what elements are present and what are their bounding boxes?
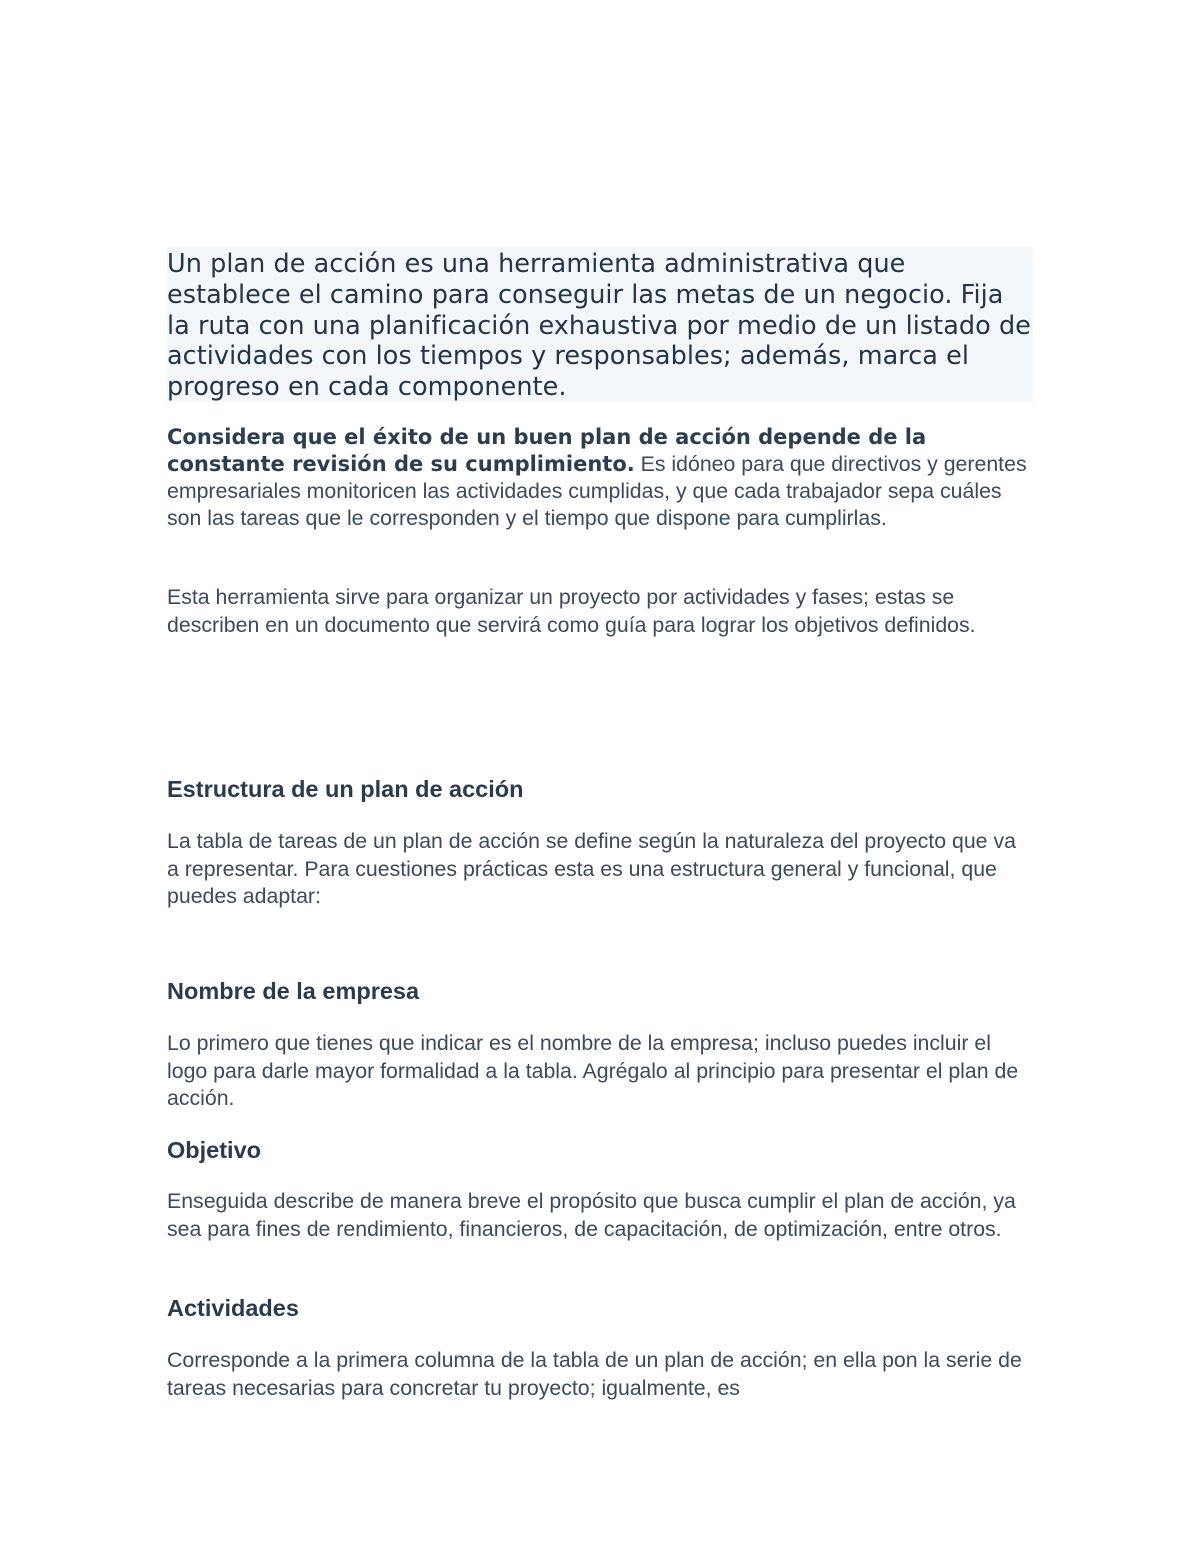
paragraph-activities: Corresponde a la primera columna de la tabla de un plan de acción; en ella pon la serie de tareas necesarias para concretar tu proyecto; igualmente, es — [167, 1348, 1022, 1400]
consider-bold-lead: Considera que el éxito de un buen plan de acción depende de la constante revisión de su cumplimiento. — [167, 425, 927, 476]
heading-structure: Estructura de un plan de acción — [167, 776, 524, 802]
heading-objective: Objetivo — [167, 1137, 262, 1163]
paragraph-objective: Enseguida describe de manera breve el propósito que busca cumplir el plan de acción, ya sea para fines de rendimiento, financieros, de capacitación, de optimización, entre otros. — [167, 1189, 1016, 1241]
paragraph-company-name: Lo primero que tienes que indicar es el nombre de la empresa; incluso puedes incluir el logo para darle mayor formalidad a la tabla. Agrégalo al principio para presentar el plan de acción. — [167, 1031, 1019, 1110]
heading-activities: Actividades — [167, 1295, 299, 1321]
intro-highlight-block — [167, 247, 1033, 402]
intro-paragraph: Un plan de acción es una herramienta administrativa que establece el camino para conseguir las metas de un negocio. Fija la ruta con una planificación exhaustiva por medio de un listado de actividades con los tiempos y responsables; además, marca el progreso en cada componente. — [167, 249, 1031, 403]
heading-company-name: Nombre de la empresa — [167, 978, 420, 1004]
consider-rest: Es idóneo para que directivos y gerentes empresariales monitoricen las actividades cumplidas, y que cada trabajador sepa cuáles son las tareas que le corresponden y el tiempo que dispone para cumplirlas. — [167, 452, 1027, 530]
consider-paragraph-block — [167, 424, 1033, 532]
consider-paragraph — [167, 424, 1033, 532]
paragraph-structure: La tabla de tareas de un plan de acción se define según la naturaleza del proyecto que va a representar. Para cuestiones prácticas esta es una estructura general y funcional, que puedes adaptar: — [167, 829, 1016, 908]
paragraph-tool: Esta herramienta sirve para organizar un proyecto por actividades y fases; estas se describen en un documento que servirá como guía para lograr los objetivos definidos. — [167, 585, 976, 637]
